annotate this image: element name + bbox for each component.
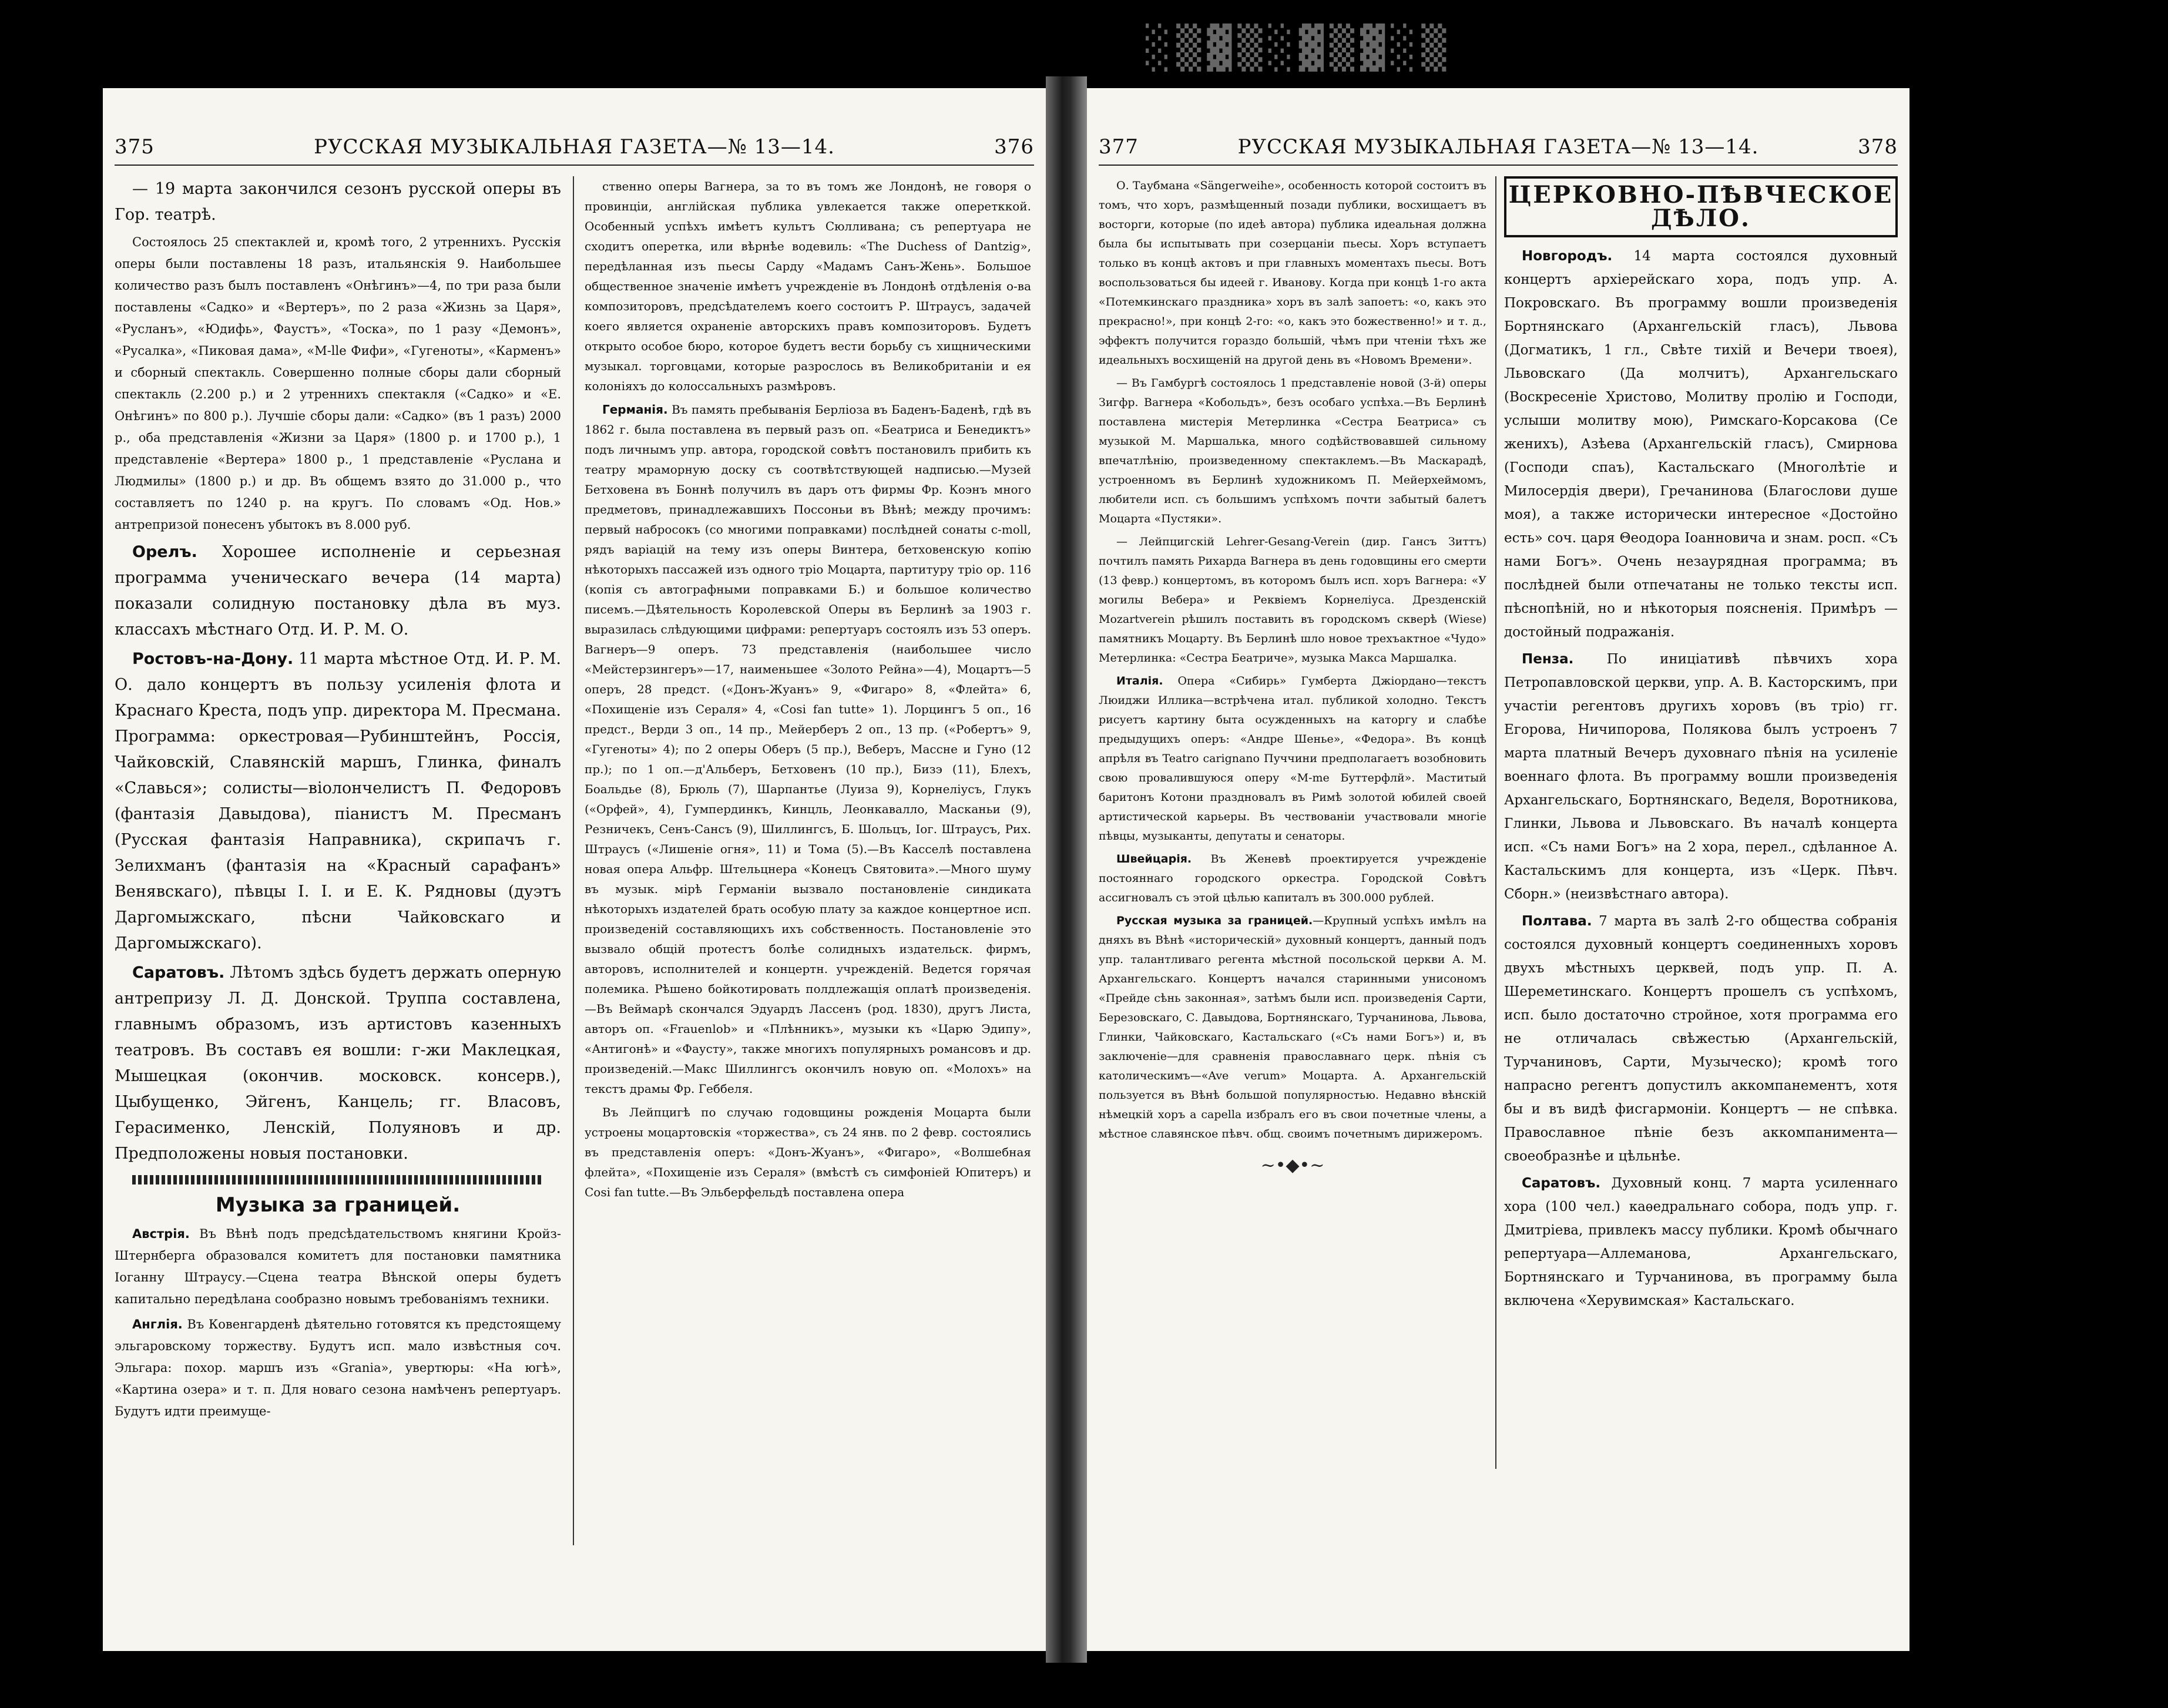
column-1 bbox=[115, 176, 561, 1426]
news-text: Въ Ковенгарденѣ дѣятельно готовятся къ предстоящему эльгаровскому торжеству. Будутъ исп. мало извѣстныя соч. Эльгара: похор. маршъ изъ «Grania», увертюры: «На югѣ», «Картина озера» и т. п. Для новаго сезона намѣченъ репертуаръ. Будутъ идти преимуще- bbox=[115, 1317, 561, 1418]
section-title: ЦЕРКОВНО-ПѢВЧЕСКОЕ ДѢЛО. bbox=[1504, 176, 1898, 237]
ornament-divider bbox=[132, 1175, 543, 1184]
city-heading: Пенза. bbox=[1522, 652, 1574, 667]
header-rule bbox=[115, 165, 1034, 166]
column-2 bbox=[585, 176, 1031, 1206]
column-3 bbox=[1099, 176, 1486, 1175]
news-text: По иниціативѣ пѣвчихъ хора Петропавловской церкви, упр. А. В. Касторскимъ, при участіи регентовъ другихъ хоровъ (въ тріо) гг. Егорова, Ничипорова, Полякова былъ устроенъ 7 марта платный Вечеръ духовнаго пѣнія на усиленіе военнаго флота. Въ программу вошли произведенія Архангельскаго, Бортнянскаго, Веделя, Воротникова, Глинки, Львова и Львовскаго. Въ началѣ концерта исп. «Съ нами Богъ» на 2 хора, перел., сдѣланное А. Кастальскимъ для концерта, изъ «Церк. Пѣвч. Сборн.» (неизвѣстнаго автора). bbox=[1504, 652, 1898, 902]
paragraph: ственно оперы Вагнера, за то въ томъ же Лондонѣ, не говоря о провинціи, англійская публика увлекается также оперетккой. Особенный успѣхъ имѣетъ культъ Сюлливана; съ репертуара не сходитъ оперетка, или вѣрнѣе водевиль: «The Duchess of Dantzig», передѣланная изъ пьесы Сарду «Мадамъ Санъ-Жень». Большое общественное значеніе имѣетъ учрежденіе въ Лондонѣ отдѣленія о-ва композиторовъ, предсѣдателемъ коего состоитъ Р. Штраусъ, задачей коего является охраненіе авторскихъ правъ композиторовъ. Будетъ открыто особое бюро, которое будетъ вести борьбу съ хищническими музыкал. торговцами, которые разрослось въ Великобританіи и ея колоніяхъ до колоссальныхъ размѣровъ. bbox=[585, 179, 1031, 393]
column-4 bbox=[1504, 176, 1898, 1316]
section-title: Музыка за границей. bbox=[215, 1193, 461, 1217]
country-heading: Англія. bbox=[132, 1317, 183, 1331]
country-heading: Швейцарія. bbox=[1116, 853, 1192, 865]
scan-noise: ░▒▓▒░▓▒▓░▒ bbox=[1146, 24, 1452, 72]
news-item-switzerland bbox=[1099, 850, 1486, 908]
page-number: 375 bbox=[115, 135, 155, 159]
news-text: Лѣтомъ здѣсь будетъ держать оперную антрепризу Л. Д. Донской. Труппа составлена, главнымъ образомъ, изъ артистовъ казенныхъ театровъ. Въ составъ ея вошли: г-жи Маклецкая, Мышецкая (окончив. московск. консерв.), Цыбущенко, Эйгенъ, Канцель; гг. Власовъ, Герасименко, Ленскій, Полуяновъ и др. Предположены новыя постановки. bbox=[115, 964, 561, 1163]
news-item-penza bbox=[1504, 647, 1898, 906]
paragraph: Въ Лейпцигѣ по случаю годовщины рожденія Моцарта были устроены моцартовскія «торжества», съ 24 янв. по 2 февр. состоялись въ представленія оперъ: «Донъ-Жуанъ», «Фигаро», «Волшебная флейта», «Похищеніе изъ Сераля» (вмѣстѣ съ симфоніей Юпитеръ) и Cosi fan tutte.—Въ Эльберфельдѣ поставлена опера bbox=[585, 1105, 1031, 1199]
column-rule bbox=[573, 176, 574, 1545]
news-item-rostov bbox=[115, 646, 561, 957]
country-heading: Италія. bbox=[1116, 675, 1163, 687]
news-item-italy bbox=[1099, 672, 1486, 846]
page-number: 377 bbox=[1099, 135, 1139, 159]
page-number: 376 bbox=[994, 135, 1034, 159]
paragraph: — Въ Гамбургѣ состоялось 1 представленіе новой (3-й) оперы Зигфр. Вагнера «Кобольдъ», безъ особаго успѣха.—Въ Берлинѣ поставлена мистерія Метерлинка «Сестра Беатриса» съ музыкой М. Маршалька, много содѣйствовавшей сильному впечатлѣнію, произведенному спектаклемъ.—Въ Маскарадѣ, устроенномъ въ Берлинѣ художникомъ П. Мейерхеймомъ, любители исп. съ большимъ успѣхомъ почти забытый балетъ Моцарта «Пустяки». bbox=[1099, 377, 1486, 525]
news-text: Опера «Сибирь» Гумберта Джіордано—текстъ Люиджи Иллика—встрѣчена итал. публикой холодно. Текстъ рисуетъ картину быта осужденныхъ на каторгу и слабѣе предыдущихъ оперъ: «Андре Шенье», «Федора». Въ концѣ апрѣля въ Teatro carignano Пуччини предполагаетъ возобновить свою провалившуюся оперу «М-me Буттерфлй». Маститый баритонъ Котони праздновалъ въ Римѣ золотой юбилей своей артистической карьеры. Въ чествованіи участвовали многіе пѣвцы, музыканты, депутаты и сенаторы. bbox=[1099, 675, 1486, 843]
running-head-right bbox=[1099, 135, 1898, 159]
city-heading: Саратовъ. bbox=[1522, 1176, 1601, 1191]
news-item-austria bbox=[115, 1223, 561, 1310]
news-item-poltava bbox=[1504, 910, 1898, 1168]
book-gutter bbox=[1046, 76, 1087, 1663]
news-item-germany bbox=[585, 400, 1031, 1099]
news-text: Въ Женевѣ проектируется учрежденіе постояннаго городского оркестра. Городской Совѣтъ ассигновалъ съ этой цѣлью капиталъ въ 300.000 рублей. bbox=[1099, 853, 1486, 904]
page-number: 378 bbox=[1858, 135, 1898, 159]
news-text: 11 марта мѣстное Отд. И. Р. М. О. дало концертъ въ пользу усиленія флота и Краснаго Креста, подъ упр. директора М. Пресмана. Программа: оркестровая—Рубинштейнъ, Россія, Чайковскій, Славянскій маршъ, Глинка, финалъ «Славься»; солисты—віолончелистъ П. Федоровъ (фантазія Давыдова), піанистъ М. Пресманъ (Русская фантазія Направника), скрипачъ г. Зелихманъ (фантазія на «Красный сарафанъ» Венявскаго), пѣвцы І. І. и Е. К. Рядновы (дуэтъ Даргомыжскаго, пѣсни Чайковскаго и Даргомыжскаго). bbox=[115, 650, 561, 952]
news-item-novgorod bbox=[1504, 244, 1898, 644]
news-text: Въ Вѣнѣ подъ предсѣдательствомъ княгини Кройз-Штернберга образовался комитетъ для постановки памятника Іоганну Штраусу.—Сцена театра Вѣнской оперы будетъ капитально передѣлана сообразно новымъ требованіямъ техники. bbox=[115, 1227, 561, 1306]
right-page bbox=[1087, 88, 1909, 1651]
news-text: 14 марта состоялся духовный концертъ архіерейскаго хора, подъ упр. А. Покровскаго. Въ программу вошли произведенія Бортнянскаго (Архангельскій гласъ), Львова (Догматикъ, 1 гл., Свѣте тихій и Вечери твоея), Львовскаго (Да молчитъ), Архангельскаго (Воскресеніе Христово, Молитву пролію и Господи, услыши молитву мою), Римскаго-Корсакова (Се женихъ), Азѣева (Архангельскій гласъ), Смирнова (Господи спаъ), Кастальскаго (Многолѣтіе и Милосердія двери), Гречанинова (Благослови душе моя), а также исторически интересное «Достойно есть» соч. царя Θеодора Іоанновича и знам. росп. «Съ нами Богъ». Очень незаурядная программа; въ послѣдней были отпечатаны не только тексты исп. пѣснопѣній, но и нѣкоторыя поясненія. Примѣръ — достойный подражанія. bbox=[1504, 249, 1898, 640]
news-text: Духовный конц. 7 марта усиленнаго хора (100 чел.) каѳедральнаго собора, подъ упр. г. Дмитріева, привлекъ массу публики. Кромѣ обычнаго репертуара—Аллеманова, Архангельскаго, Бортнянскаго и Турчанинова, въ программу была включена «Херувимская» Кастальскаго. bbox=[1504, 1176, 1898, 1308]
news-text: Въ память пребыванія Берліоза въ Баденъ-Баденѣ, гдѣ въ 1862 г. была поставлена въ первый разъ оп. «Беатриса и Бенедиктъ» подъ личнымъ упр. автора, городской совѣтъ постановилъ прибить къ театру мраморную доску съ соотвѣтствующей надписью.—Музей Бетховена въ Боннѣ получилъ въ даръ отъ фирмы Фр. Коэнъ много предметовъ, принадлежавшихъ Поссоньи въ Вѣнѣ; между прочимъ: первый набросокъ (со многими поправками) послѣдней сонаты c-moll, рядъ варіацій на тему изъ оперы Винтера, бетховенскую копію нѣкоторыхъ пассажей изъ одного тріо Моцарта, партитуру тріо ор. 116 (копія съ автографными поправками Б.) и большое количество писемъ.—Дѣятельность Королевской Оперы въ Берлинѣ за 1903 г. выразилась слѣдующими цифрами: репертуаръ состоялъ изъ 53 оперъ. Вагнеръ—9 оперъ. 73 представленія (наибольшее число «Мейстерзингеръ»—17, наименьшее «Золото Рейна»—4), Моцартъ—5 оперъ, 28 предст. («Донъ-Жуанъ» 9, «Фигаро» 8, «Флейта» 6, «Похищеніе изъ Сераля» 4, «Cosi fan tutte» 1). Лорцингъ 5 оп., 16 предст., Верди 3 оп., 14 пр., Мейерберъ 2 оп., 13 пр. («Робертъ» 9, «Гугеноты» 4); по 2 оперы Оберъ (5 пр.), Веберъ, Массне и Гуно (12 пр.); по 1 оп.—д'Альберъ, Бетховенъ (10 пр.), Бизэ (11), Блехъ, Боальдье (8), Брюль (7), Шарпантье (Луиза 9), Корнеліусъ, Глукъ («Орфей», 4), Гумпердинкъ, Кинцль, Леонкавалло, Масканьи (9), Резничекъ, Сенъ-Сансъ (9), Шиллингсъ, Б. Шольцъ, Іог. Штраусъ, Рих. Штраусъ («Лишеніе огня», 11) и Тома (5).—Въ Касселѣ поставлена новая опера Альфр. Штельцнера «Конецъ Святовита».—Много шуму въ музык. мірѣ Германіи вызвало постановленіе синдиката нѣкоторыхъ издателей брать особую плату за каждое концертное исп. произведеній составляющихъ ихъ собственность. Постановленіе это вызвало общій протестъ болѣе солидныхъ издательск. фирмъ, авторовъ, исполнителей и концертн. учрежденій. Ведется горячая полемика. Рѣшено бойкотировать полдлежащія оплатѣ произведенія.—Въ Веймарѣ скончался Эдуардъ Лассенъ (род. 1830), другъ Листа, авторъ оп. «Frauenlob» и «Плѣнникъ», музыки къ «Царю Эдипу», «Антигонѣ» и «Фаусту», также многихъ популярныхъ романсовъ и др. произведеній.—Макс Шиллингсъ окончилъ новую оп. «Молохъ» на текстъ драмы Фр. Геббеля. bbox=[585, 402, 1032, 1096]
news-item-orel bbox=[115, 539, 561, 643]
city-heading: Ростовъ-на-Дону. bbox=[132, 650, 294, 668]
paragraph: — 19 марта закончился сезонъ русской оперы въ Гор. театрѣ. bbox=[115, 180, 561, 224]
newspaper-title: РУССКАЯ МУЗЫКАЛЬНАЯ ГАЗЕТА—№ 13—14. bbox=[1237, 135, 1759, 159]
news-item-russian-music bbox=[1099, 911, 1486, 1144]
news-text: 7 марта въ залѣ 2-го общества собранія состоялся духовный концертъ соединенныхъ хоровъ двухъ мѣстныхъ церквей, подъ упр. П. А. Шереметинскаго. Концертъ прошелъ съ успѣхомъ, исп. было достаточно стройное, хотя программа его не отличалась свѣжестью (Архангельскій, Турчаниновъ, Сарти, Музыческо); кромѣ того напрасно регентъ допустилъ аккомпанементъ, хотя бы и въ видѣ фисгармоніи. Концертъ — не спѣвка. Православное пѣніе безъ аккомпанимента—своеобразнѣе и цѣльнѣе. bbox=[1504, 914, 1898, 1164]
city-heading: Орелъ. bbox=[132, 543, 197, 561]
ornament-vignette: ~•◆•~ bbox=[1260, 1155, 1325, 1176]
country-heading: Австрія. bbox=[132, 1227, 190, 1241]
running-head-left bbox=[115, 135, 1034, 159]
left-page bbox=[103, 88, 1046, 1651]
paragraph: Состоялось 25 спектаклей и, кромѣ того, 2 утреннихъ. Русскія оперы были поставлены 18 разъ, итальянскія 9. Наибольшее количество разъ былъ поставленъ «Онѣгинъ»—4, по три раза были поставлены «Садко» и «Вертеръ», по 2 раза «Жизнь за Царя», «Русланъ», «Юдифь», Фаустъ», «Тоска», по 1 разу «Демонъ», «Русалка», «Пиковая дама», «М-lle Фифи», «Гугеноты», «Карменъ» и сборный спектакль. Совершенно полные сборы дали сборный спектакль (2.200 р.) и 2 утреннихъ спектакля («Садко» и «Е. Онѣгинъ» по 800 р.). Лучшіе сборы дали: «Садко» (въ 1 разъ) 2000 р., оба представленія «Жизни за Царя» (1800 р. и 1700 р.), 1 представленіе «Вертера» 1800 р., 1 представленіе «Руслана и Людмилы» (1800 р.) и др. Въ общемъ взято до 31.000 р., что составляетъ по 1240 р. на кругъ. По словамъ «Од. Нов.» антрепризой понесенъ убытокъ въ 8.000 руб. bbox=[115, 235, 561, 532]
newspaper-title: РУССКАЯ МУЗЫКАЛЬНАЯ ГАЗЕТА—№ 13—14. bbox=[314, 135, 835, 159]
country-heading: Германія. bbox=[602, 402, 668, 417]
section-subheading: Русская музыка за границей. bbox=[1116, 914, 1313, 927]
paragraph: О. Таубмана «Sängerweihe», особенность которой состоитъ въ томъ, что хоръ, размѣщенный позади публики, восхищаетъ въ восторги, которые (по идеѣ автора) публика идеальная должна была бы испытывать при созерцаніи пьесы. Хоръ вступаетъ только въ концѣ актовъ и при главныхъ моментахъ пьесы. Вотъ воспользоваться бы идеей г. Иванову. Когда при концѣ 1-го акта «Потемкинскаго праздника» хоръ въ залѣ запоетъ: «о, какъ это прекрасно!», при концѣ 2-го: «о, какъ это божественно!» и т. д., эффектъ получится гораздо большій, чѣмъ при чтеніи тѣхъ же идеальныхъ восхищеній на другой день въ «Новомъ Времени». bbox=[1099, 179, 1486, 367]
news-item-saratov bbox=[1504, 1172, 1898, 1313]
news-text: —Крупный успѣхъ имѣлъ на дняхъ въ Вѣнѣ «историческій» духовный концертъ, данный подъ упр. талантливаго регента мѣстной посольской церкви А. М. Архангельскаго. Концертъ начался старинными унисономъ «Прейде сѣнь законная», затѣмъ были исп. произведенія Сарти, Березовскаго, С. Давыдова, Бортнянскаго, Турчанинова, Львова, Глинки, Чайковскаго, Кастальскаго («Съ нами Богъ») и, въ заключеніе—для сравненія православнаго церк. пѣнія съ католическимъ—«Ave verum» Моцарта. А. Архангельскій пользуется въ Вѣнѣ большой популярностью. Недавно вѣнскій нѣмецкій хоръ a capella избралъ его въ свои почетные члены, а мѣстное славянское пѣвч. общ. своимъ почетнымъ дирижеромъ. bbox=[1099, 914, 1486, 1140]
city-heading: Новгородъ. bbox=[1522, 249, 1613, 264]
city-heading: Полтава. bbox=[1522, 914, 1592, 929]
news-text: Хорошее исполненіе и серьезная программа ученическаго вечера (14 марта) показали солидную постановку дѣла въ муз. классахъ мѣстнаго Отд. И. Р. М. О. bbox=[115, 543, 561, 639]
paragraph: — Лейпцигскій Lehrer-Gesang-Verein (дир. Гансъ Зиттъ) почтилъ память Рихарда Вагнера въ день годовщины его смерти (13 февр.) концертомъ, въ которомъ былъ исп. хоръ Вагнера: «У могилы Вебера» и Реквіемъ Корнеліуса. Дрезденскій Mozartverein рѣшилъ поставить въ городскомъ скверѣ (Wiese) памятникъ Моцарту. Въ Берлинѣ шло новое трехъактное «Чудо» Метерлинка: «Сестра Беатриче», музыка Макса Маршалка. bbox=[1099, 535, 1486, 665]
news-item-saratov bbox=[115, 960, 561, 1167]
header-rule bbox=[1099, 165, 1898, 166]
news-item-england bbox=[115, 1314, 561, 1422]
column-rule bbox=[1495, 176, 1496, 1469]
city-heading: Саратовъ. bbox=[132, 964, 225, 982]
